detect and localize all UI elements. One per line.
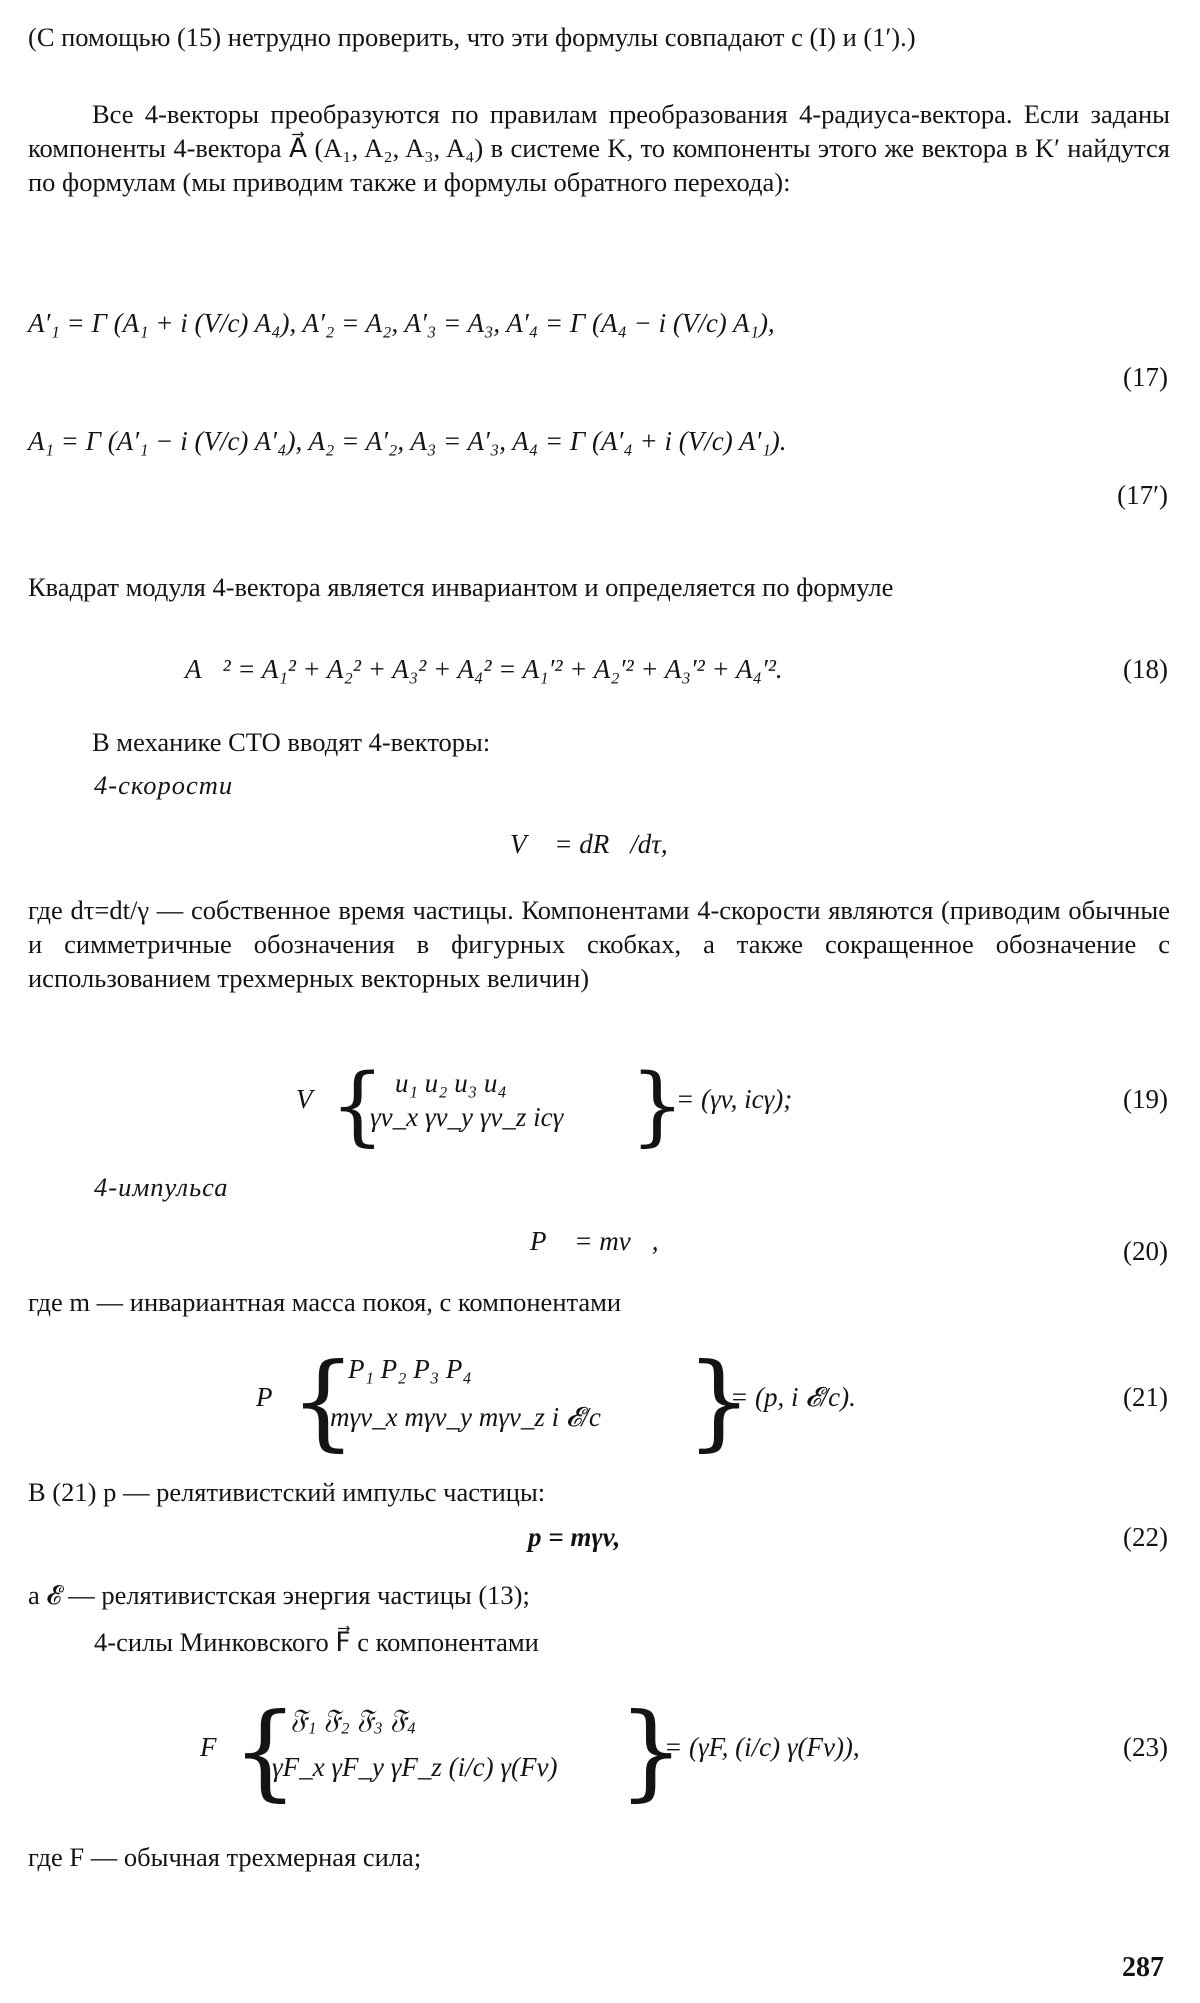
paragraph-force <box>28 1840 1170 1874</box>
paragraph-force-text: где F — обычная трехмерная сила; <box>28 1842 422 1872</box>
paragraph-rel-momentum <box>28 1475 1170 1509</box>
paragraph-transform <box>28 97 1170 199</box>
paragraph-intro-text: (С помощью (15) нетрудно проверить, что эти формулы совпадают с (I) и (1′).) <box>28 22 916 52</box>
equation-21 <box>0 1340 1200 1462</box>
equation-17-prime-number: (17′) <box>1117 480 1168 510</box>
equation-17-prime-body: A₁ = Γ (A′₁ − i (V/c) A′₄), A₂ = A′₂, A₃ = A′₃, A₄ = Γ (A′₄ + i (V/c) A′₁). <box>28 426 787 456</box>
paragraph-mechanics <box>28 725 1170 759</box>
equation-19-bottom-row: γv_x γv_y γv_z icγ <box>370 1102 564 1132</box>
equation-22-number: (22) <box>1123 1522 1168 1552</box>
paragraph-proper-time-text: где dτ=dt/γ — собственное время частицы. Компонентами 4-скорости являются (приводим обычные и симметричные обозначения в фигурных скобках, а также сокращенное обозначение с использованием трехмерных векторных величин) <box>28 895 1170 993</box>
equation-20-number: (20) <box>1123 1236 1168 1266</box>
equation-23-bottom-row: γF_x γF_y γF_z (i/c) γ(Fv) <box>272 1752 558 1782</box>
equation-18 <box>0 650 1200 710</box>
paragraph-proper-time <box>28 893 1170 995</box>
paragraph-rest-mass-text: где m — инвариантная масса покоя, с компонентами <box>28 1287 622 1317</box>
equation-19-number: (19) <box>1123 1084 1168 1114</box>
equation-velocity-def-body: V⃗ = dR⃗/dτ, <box>510 829 668 859</box>
equation-21-left-brace: { <box>290 1340 357 1462</box>
equation-17-number: (17) <box>1123 362 1168 392</box>
equation-23-top-row: 𝔉₁ 𝔉₂ 𝔉₃ 𝔉₄ <box>290 1704 417 1734</box>
equation-19-right-brace: } <box>630 1056 685 1156</box>
equation-23-lhs: F⃗ <box>200 1732 238 1762</box>
equation-23-left-brace: { <box>232 1690 299 1812</box>
equation-20 <box>0 1222 1200 1282</box>
paragraph-square-text: Квадрат модуля 4-вектора является инвариантом и определяется по формуле <box>28 572 894 602</box>
equation-17-prime <box>0 418 1200 510</box>
equation-19-left-brace: { <box>330 1056 385 1156</box>
paragraph-rel-energy <box>28 1578 1170 1612</box>
equation-21-lhs: P⃗ <box>256 1382 294 1412</box>
equation-19-lhs: V⃗ <box>296 1084 334 1114</box>
paragraph-mechanics-text: В механике СТО вводят 4-векторы: <box>92 727 491 757</box>
paragraph-square <box>28 570 1170 604</box>
equation-22-body: p = mγv, <box>528 1522 621 1552</box>
paragraph-rest-mass <box>28 1285 1170 1319</box>
equation-18-body: A⃗² = A₁² + A₂² + A₃² + A₄² = A₁′² + A₂′² + A₃′² + A₄′². <box>185 654 783 684</box>
paragraph-minkowski-text: 4-силы Минковского F⃗ с компонентами <box>94 1627 539 1657</box>
equation-21-right-brace: } <box>686 1340 753 1462</box>
equation-19-rhs: = (γv, icγ); <box>676 1084 793 1114</box>
equation-19 <box>0 1056 1200 1156</box>
equation-19-top-row: u₁ u₂ u₃ u₄ <box>395 1068 507 1098</box>
equation-21-number: (21) <box>1123 1382 1168 1412</box>
paragraph-minkowski <box>94 1625 1170 1659</box>
page-number: 287 <box>1122 1952 1164 1983</box>
heading-4-momentum: 4-импульса <box>94 1172 229 1202</box>
equation-23-right-brace: } <box>618 1690 685 1812</box>
equation-21-rhs: = (p, i 𝓔/c). <box>730 1382 856 1412</box>
equation-23-number: (23) <box>1123 1732 1168 1762</box>
equation-21-top-row: P₁ P₂ P₃ P₄ <box>348 1354 472 1384</box>
equation-18-number: (18) <box>1123 654 1168 684</box>
equation-23 <box>0 1690 1200 1812</box>
equation-20-body: P⃗ = mv⃗, <box>530 1226 659 1256</box>
equation-17-body: A′₁ = Γ (A₁ + i (V/c) A₄), A′₂ = A₂, A′₃ = A₃, A′₄ = Γ (A₄ − i (V/c) A₁), <box>28 308 775 338</box>
equation-22 <box>0 1518 1200 1578</box>
paragraph-rel-energy-text: а 𝓔 — релятивистская энергия частицы (13); <box>28 1580 530 1610</box>
paragraph-rel-momentum-text: В (21) p — релятивистский импульс частицы: <box>28 1477 546 1507</box>
equation-21-bottom-row: mγv_x mγv_y mγv_z i 𝓔/c <box>330 1402 601 1432</box>
paragraph-transform-text: Все 4-векторы преобразуются по правилам преобразования 4-радиуса-вектора. Если заданы компоненты 4-вектора A⃗ (A₁, A₂, A₃, A₄) в системе K, то компоненты этого же вектора в K′ найдутся по формулам (мы приводим также и формулы обратного перехода): <box>28 99 1170 197</box>
paragraph-intro <box>28 20 1170 54</box>
heading-4-velocity: 4-скорости <box>94 770 234 800</box>
equation-velocity-def <box>0 825 1200 885</box>
equation-17 <box>0 300 1200 392</box>
equation-23-rhs: = (γF, (i/c) γ(Fv)), <box>664 1732 860 1762</box>
